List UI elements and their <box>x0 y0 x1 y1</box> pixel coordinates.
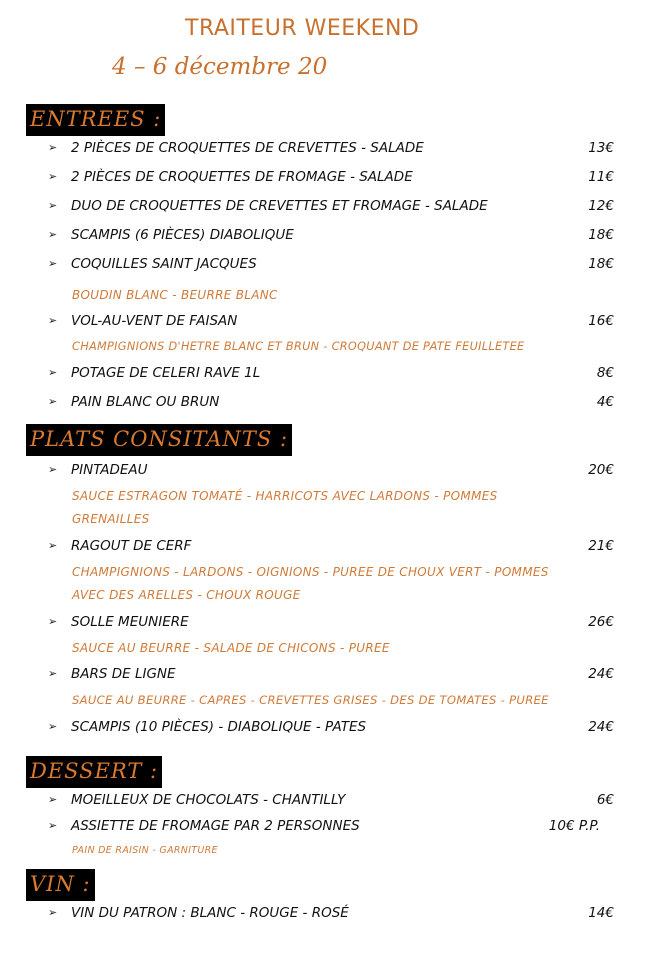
item-description: CHAMPIGNIONS - LARDONS - OIGNIONS - PUREE DE CHOUX VERT - POMMES <box>72 565 549 579</box>
section-heading-plats: PLATS CONSITANTS : <box>26 424 292 456</box>
bullet-arrow-icon: ➢ <box>48 199 58 212</box>
item-name: VIN DU PATRON : BLANC - ROUGE - ROSÉ <box>71 905 349 921</box>
bullet-arrow-icon: ➢ <box>48 170 58 183</box>
item-price: 4€ <box>596 394 614 410</box>
bullet-arrow-icon: ➢ <box>48 720 58 733</box>
bullet-arrow-icon: ➢ <box>48 463 58 476</box>
bullet-arrow-icon: ➢ <box>48 539 58 552</box>
menu-date: 4 – 6 décembre 20 <box>112 54 328 80</box>
item-name: POTAGE DE CELERI RAVE 1L <box>71 365 261 381</box>
menu-item <box>48 719 620 741</box>
item-name: PAIN BLANC OU BRUN <box>71 394 220 410</box>
item-description: PAIN DE RAISIN - GARNITURE <box>72 845 218 856</box>
item-price: 11€ <box>588 169 614 185</box>
bullet-arrow-icon: ➢ <box>48 141 58 154</box>
menu-item <box>48 365 620 387</box>
menu-item <box>48 169 620 191</box>
item-description: BOUDIN BLANC - BEURRE BLANC <box>72 288 278 302</box>
item-price: 18€ <box>588 256 614 272</box>
menu-item <box>48 792 620 814</box>
item-name: DUO DE CROQUETTES DE CREVETTES ET FROMAGE - SALADE <box>71 198 488 214</box>
menu-title: TRAITEUR WEEKEND <box>185 16 420 41</box>
item-price: 20€ <box>588 462 614 478</box>
item-description: SAUCE AU BEURRE - CAPRES - CREVETTES GRISES - DES DE TOMATES - PUREE <box>72 693 549 707</box>
menu-item <box>48 313 620 335</box>
item-price: 10€ P.P. <box>548 818 600 834</box>
item-price: 16€ <box>588 313 614 329</box>
menu-item <box>48 227 620 249</box>
item-price: 8€ <box>596 365 614 381</box>
menu-item <box>48 462 620 484</box>
bullet-arrow-icon: ➢ <box>48 906 58 919</box>
item-name: MOEILLEUX DE CHOCOLATS - CHANTILLY <box>71 792 346 808</box>
item-name: 2 PIÈCES DE CROQUETTES DE CREVETTES - SALADE <box>71 140 424 156</box>
item-description: GRENAILLES <box>72 512 150 526</box>
item-description: SAUCE ESTRAGON TOMATÉ - HARRICOTS AVEC LARDONS - POMMES <box>72 489 498 503</box>
item-name: SOLLE MEUNIERE <box>71 614 189 630</box>
item-price: 6€ <box>596 792 614 808</box>
item-description: SAUCE AU BEURRE - SALADE DE CHICONS - PUREE <box>72 641 390 655</box>
section-heading-entrees: ENTREES : <box>26 104 165 136</box>
item-price: 24€ <box>588 666 614 682</box>
item-price: 14€ <box>588 905 614 921</box>
item-name: COQUILLES SAINT JACQUES <box>71 256 257 272</box>
bullet-arrow-icon: ➢ <box>48 793 58 806</box>
bullet-arrow-icon: ➢ <box>48 395 58 408</box>
menu-item <box>48 256 620 278</box>
item-price: 13€ <box>588 140 614 156</box>
section-heading-dessert: DESSERT : <box>26 756 162 788</box>
menu-item <box>48 394 620 416</box>
item-name: VOL-AU-VENT DE FAISAN <box>71 313 238 329</box>
item-description: CHAMPIGNIONS D'HETRE BLANC ET BRUN - CROQUANT DE PATE FEUILLETEE <box>72 340 525 353</box>
item-price: 12€ <box>588 198 614 214</box>
item-name: RAGOUT DE CERF <box>71 538 192 554</box>
item-price: 18€ <box>588 227 614 243</box>
menu-item <box>48 905 620 927</box>
item-name: ASSIETTE DE FROMAGE PAR 2 PERSONNES <box>71 818 360 834</box>
bullet-arrow-icon: ➢ <box>48 366 58 379</box>
menu-item <box>48 818 620 840</box>
bullet-arrow-icon: ➢ <box>48 615 58 628</box>
item-price: 21€ <box>588 538 614 554</box>
bullet-arrow-icon: ➢ <box>48 228 58 241</box>
item-name: BARS DE LIGNE <box>71 666 176 682</box>
bullet-arrow-icon: ➢ <box>48 257 58 270</box>
item-price: 26€ <box>588 614 614 630</box>
item-name: 2 PIÈCES DE CROQUETTES DE FROMAGE - SALADE <box>71 169 413 185</box>
item-name: PINTADEAU <box>71 462 148 478</box>
menu-item <box>48 538 620 560</box>
menu-item <box>48 666 620 688</box>
bullet-arrow-icon: ➢ <box>48 667 58 680</box>
menu-item <box>48 198 620 220</box>
item-description: AVEC DES ARELLES - CHOUX ROUGE <box>72 588 301 602</box>
item-name: SCAMPIS (10 PIÈCES) - DIABOLIQUE - PATES <box>71 719 367 735</box>
bullet-arrow-icon: ➢ <box>48 819 58 832</box>
bullet-arrow-icon: ➢ <box>48 314 58 327</box>
section-heading-vin: VIN : <box>26 869 95 901</box>
menu-item <box>48 140 620 162</box>
item-name: SCAMPIS (6 PIÈCES) DIABOLIQUE <box>71 227 294 243</box>
item-price: 24€ <box>588 719 614 735</box>
menu-item <box>48 614 620 636</box>
